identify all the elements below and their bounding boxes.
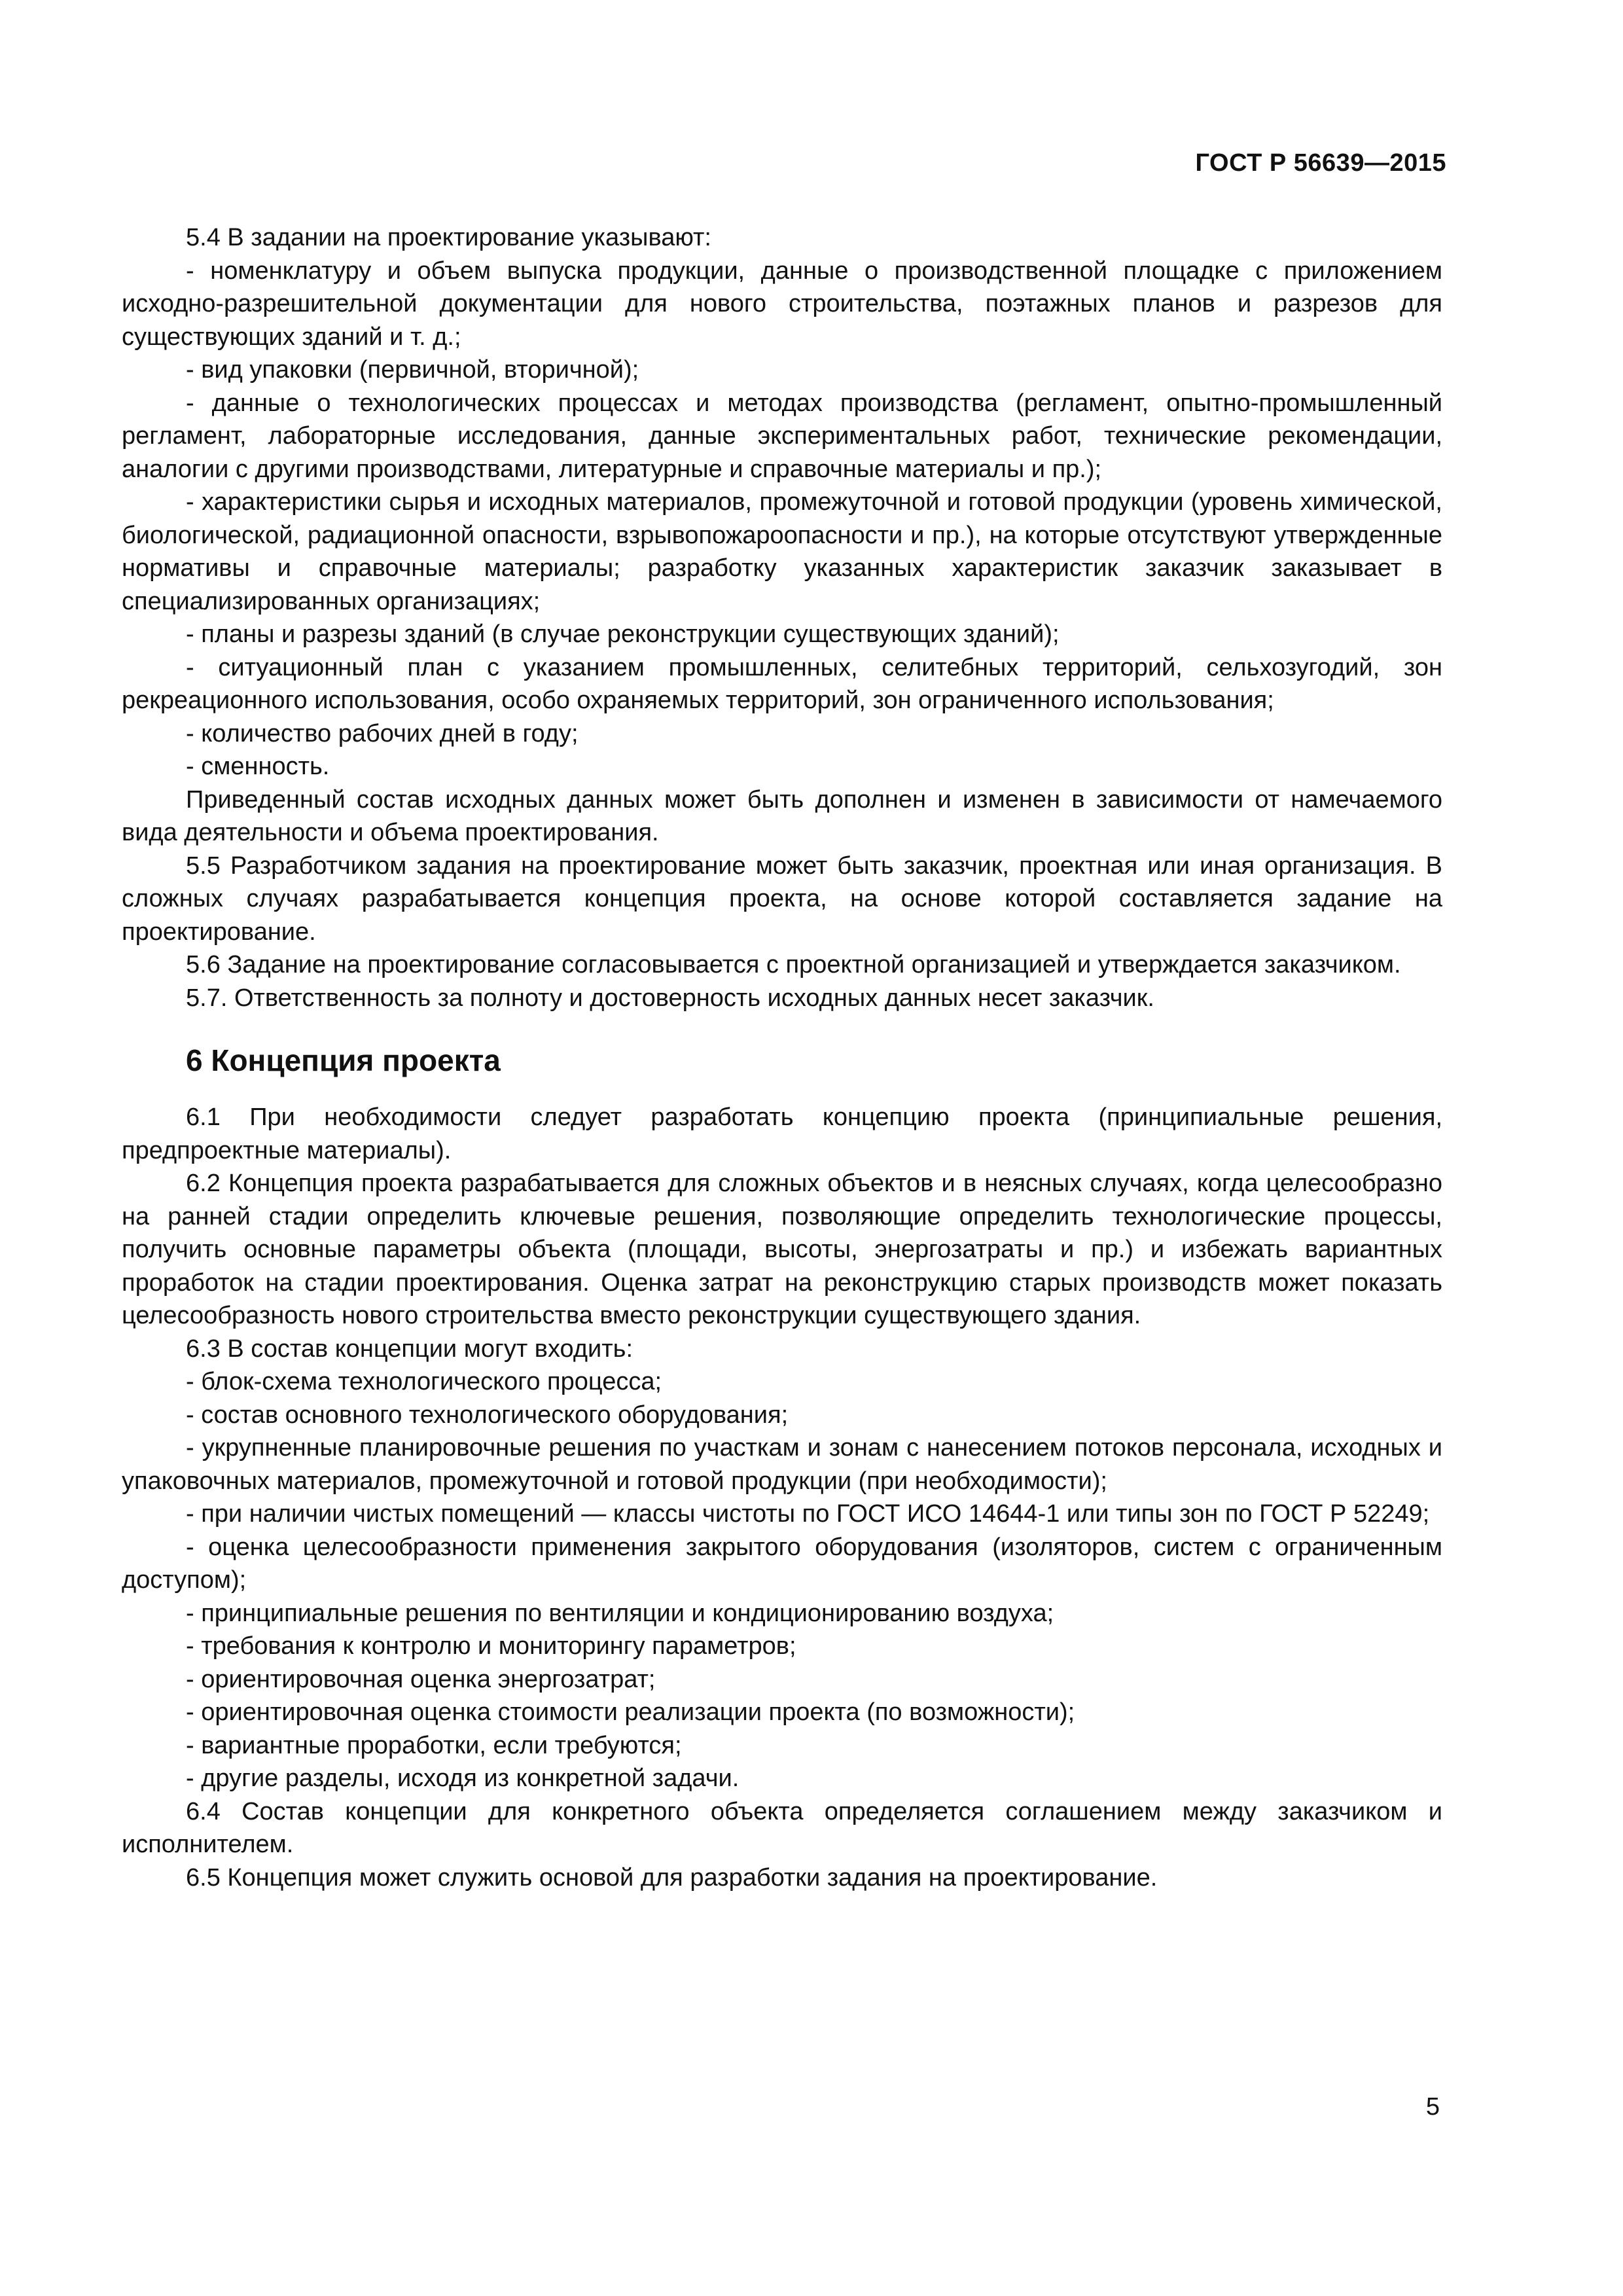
list-item: - принципиальные решения по вентиляции и кондиционированию воздуха; [186, 1599, 1054, 1627]
list-item: - номенклатуру и объем выпуска продукции, данные о производственной площадке с приложением исходно-разрешительной документации для нового строительства, поэтажных планов и разрезов для существующих зданий и т. д.; [122, 257, 1442, 351]
list-item: - планы и разрезы зданий (в случае реконструкции существующих зданий); [186, 620, 1060, 648]
list-item: - характеристики сырья и исходных материалов, промежуточной и готовой продукции (уровень химической, биологической, радиационной опасности, взрывопожароопасности и пр.), на которые отсутствуют утвержденные нормативы и справочные материалы; разработку указанных характеристик заказчик заказывает в специализированных организациях; [122, 488, 1442, 615]
list-item: - блок-схема технологического процесса; [186, 1368, 662, 1395]
list-item: - требования к контролю и мониторингу параметров; [186, 1632, 796, 1660]
list-item: - при наличии чистых помещений — классы чистоты по ГОСТ ИСО 14644-1 или типы зон по ГОСТ Р 52249; [186, 1500, 1430, 1528]
list-item: - ориентировочная оценка энергозатрат; [186, 1665, 656, 1693]
paragraph-6-3: 6.3 В состав концепции могут входить: [186, 1335, 633, 1363]
list-item: - количество рабочих дней в году; [186, 719, 579, 747]
section-5 [122, 221, 1442, 1014]
list-item: - оценка целесообразности применения закрытого оборудования (изоляторов, систем с ограниченным доступом); [122, 1533, 1442, 1594]
paragraph-5-6: 5.6 Задание на проектирование согласовывается с проектной организацией и утверждается заказчиком. [186, 951, 1401, 978]
paragraph-6-2: 6.2 Концепция проекта разрабатывается для сложных объектов и в неясных случаях, когда целесообразно на ранней стадии определить ключевые решения, позволяющие определить технологические процессы, получить основные параметры объекта (площади, высоты, энергозатраты и пр.) и избежать вариантных проработок на стадии проектирования. Оценка затрат на реконструкцию старых производств может показать целесообразность нового строительства вместо реконструкции существующего здания. [122, 1170, 1442, 1329]
list-item: - вид упаковки (первичной, вторичной); [186, 356, 639, 384]
paragraph-5-4: 5.4 В задании на проектирование указывают: [186, 224, 711, 251]
paragraph: Приведенный состав исходных данных может быть дополнен и изменен в зависимости от намечаемого вида деятельности и объема проектирования. [122, 785, 1442, 846]
paragraph-6-5: 6.5 Концепция может служить основой для разработки задания на проектирование. [186, 1863, 1158, 1892]
list-item: - укрупненные планировочные решения по участкам и зонам с нанесением потоков персонала, исходных и упаковочных материалов, промежуточной и готовой продукции (при необходимости); [122, 1434, 1442, 1495]
paragraph-6-4: 6.4 Состав концепции для конкретного объекта определяется соглашением между заказчиком и исполнителем. [122, 1797, 1442, 1858]
paragraph-5-5: 5.5 Разработчиком задания на проектирование может быть заказчик, проектная или иная организация. В сложных случаях разрабатывается концепция проекта, на основе которой составляется задание на проектирование. [122, 852, 1442, 946]
list-item: - другие разделы, исходя из конкретной задачи. [186, 1765, 740, 1792]
document-body [122, 221, 1442, 1894]
page-number: 5 [1425, 2093, 1440, 2121]
section-6-title: 6 Концепция проекта [186, 1043, 501, 1077]
paragraph-5-7: 5.7. Ответственность за полноту и достоверность исходных данных несет заказчик. [186, 984, 1154, 1012]
list-item: - вариантные проработки, если требуются; [186, 1731, 682, 1759]
section-6 [122, 1101, 1442, 1894]
paragraph-6-1: 6.1 При необходимости следует разработать концепцию проекта (принципиальные решения, предпроектные материалы). [122, 1103, 1442, 1164]
list-item: - сменность. [186, 753, 330, 780]
document-code-header: ГОСТ Р 56639—2015 [1195, 149, 1446, 177]
list-item: - ситуационный план с указанием промышленных, селитебных территорий, сельхозугодий, зон рекреационного использования, особо охраняемых территорий, зон ограниченного использования; [122, 653, 1442, 714]
list-item: - ориентировочная оценка стоимости реализации проекта (по возможности); [186, 1698, 1075, 1726]
list-item: - состав основного технологического оборудования; [186, 1401, 789, 1429]
list-item: - данные о технологических процессах и методах производства (регламент, опытно-промышленный регламент, лабораторные исследования, данные экспериментальных работ, технические рекомендации, аналогии с другими производствами, литературные и справочные материалы и пр.); [122, 389, 1442, 483]
